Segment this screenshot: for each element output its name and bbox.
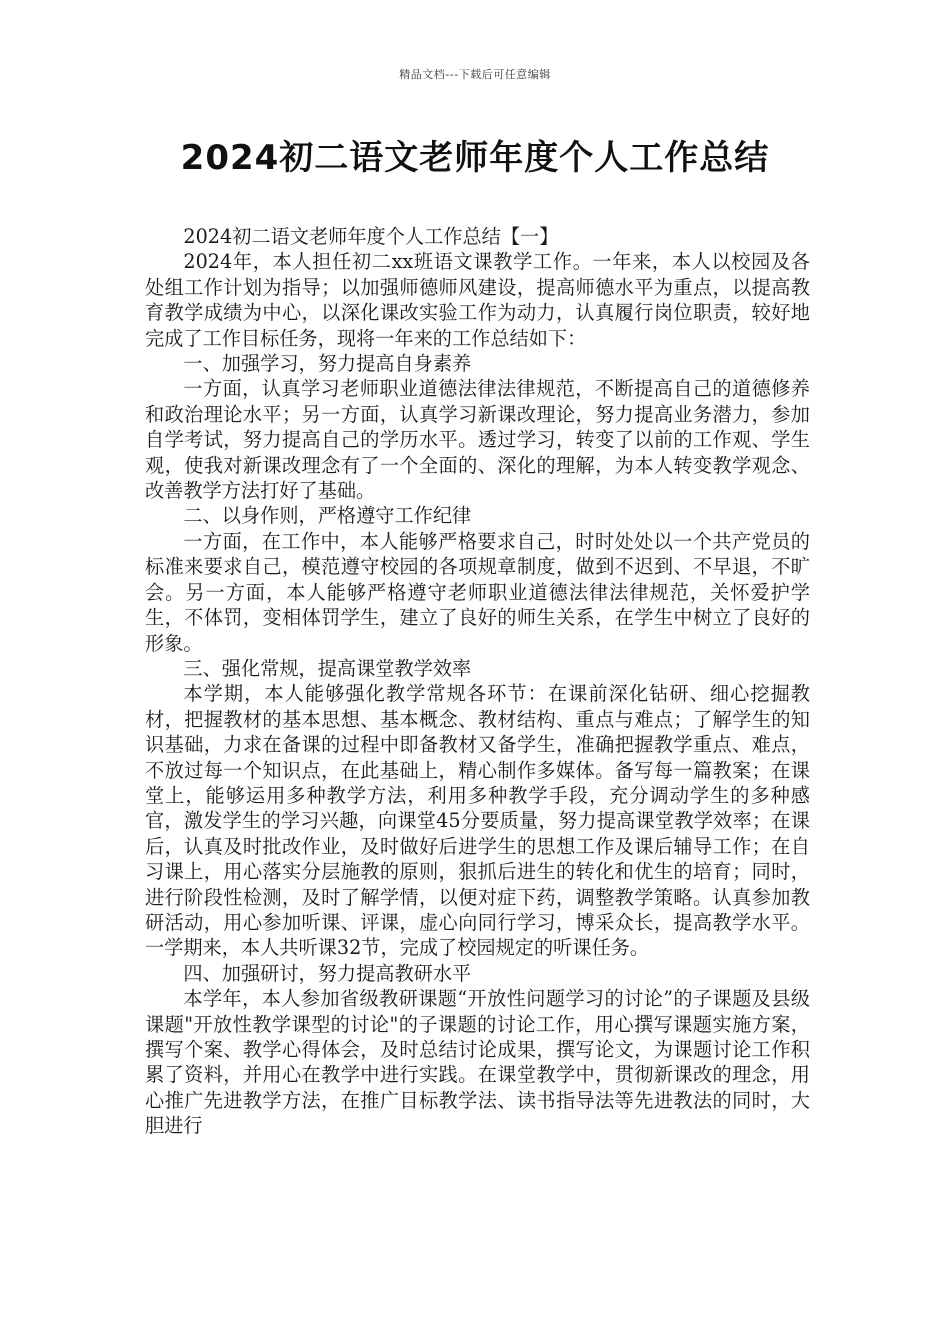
section-heading-3: 三、强化常规，提高课堂教学效率 <box>183 656 472 680</box>
section-heading-1: 一、加强学习，努力提高自身素养 <box>183 352 472 376</box>
intro-paragraph: 2024年，本人担任初二xx班语文课教学工作。一年来，本人以校园及各处组工作计划为指导；以加强师德师风建设，提高师德水平为重点，以提高教育教学成绩为中心，以深化课改实验工作为动力，认真履行岗位职责，较好地完成了工作目标任务，现将一年来的工作总结如下： <box>145 250 810 350</box>
section-subtitle: 2024初二语文老师年度个人工作总结【一】 <box>183 225 559 248</box>
document-title: 2024初二语文老师年度个人工作总结 <box>180 138 770 178</box>
section-2-paragraph: 一方面，在工作中，本人能够严格要求自己，时时处处以一个共产党员的标准来要求自己，模范遵守校园的各项规章制度，做到不迟到、不早退，不旷会。另一方面，本人能够严格遵守老师职业道德法律法律规范，关怀爱护学生，不体罚，变相体罚学生，建立了良好的师生关系，在学生中树立了良好的形象。 <box>145 529 810 655</box>
section-heading-4: 四、加强研讨，努力提高教研水平 <box>183 961 472 985</box>
document-body <box>145 224 810 1139</box>
header-note: 精品文档---下载后可任意编辑 <box>399 68 551 81</box>
section-heading-2: 二、以身作则，严格遵守工作纪律 <box>183 504 472 528</box>
section-3-paragraph: 本学期，本人能够强化教学常规各环节：在课前深化钻研、细心挖掘教材，把握教材的基本思想、基本概念、教材结构、重点与难点；了解学生的知识基础，力求在备课的过程中即备教材又备学生，准确把握教学重点、难点，不放过每一个知识点，在此基础上，精心制作多媒体。备写每一篇教案；在课堂上，能够运用多种教学方法，利用多种教学手段，充分调动学生的多种感官，激发学生的学习兴趣，向课堂45分要质量，努力提高课堂教学效率；在课后，认真及时批改作业，及时做好后进学生的思想工作及课后辅导工作；在自习课上，用心落实分层施教的原则，狠抓后进生的转化和优生的培育；同时，进行阶段性检测，及时了解学情，以便对症下药，调整教学策略。认真参加教研活动，用心参加听课、评课，虚心向同行学习，博采众长，提高教学水平。一学期来，本人共听课32节，完成了校园规定的听课任务。 <box>145 682 810 960</box>
section-4-paragraph: 本学年，本人参加省级教研课题“开放性问题学习的讨论”的子课题及县级课题"开放性教学课型的讨论"的子课题的讨论工作，用心撰写课题实施方案，撰写个案、教学心得体会，及时总结讨论成果，撰写论文，为课题讨论工作积累了资料，并用心在教学中进行实践。在课堂教学中，贯彻新课改的理念，用心推广先进教学方法，在推广目标教学法、读书指导法等先进教法的同时，大胆进行 <box>145 987 810 1138</box>
section-1-paragraph: 一方面，认真学习老师职业道德法律法律规范，不断提高自己的道德修养和政治理论水平；另一方面，认真学习新课改理论，努力提高业务潜力，参加自学考试，努力提高自己的学历水平。透过学习，转变了以前的工作观、学生观，使我对新课改理念有了一个全面的、深化的理解，为本人转变教学观念、改善教学方法打好了基础。 <box>145 377 810 503</box>
